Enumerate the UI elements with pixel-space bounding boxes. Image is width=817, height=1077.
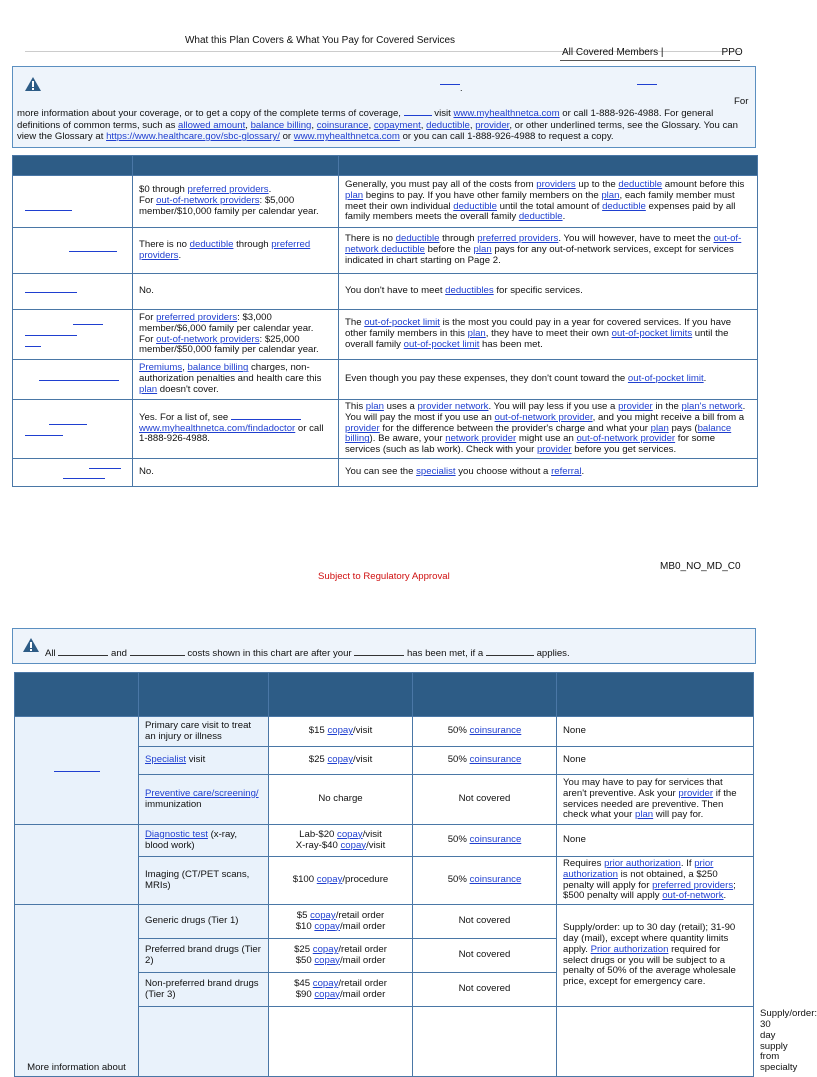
notice2-blank-1 xyxy=(58,655,108,656)
answer-cell xyxy=(133,228,339,274)
glossary-term-link[interactable]: Premiums xyxy=(139,362,183,374)
plan-website-link[interactable]: www.myhealthnetca.com xyxy=(453,108,560,119)
glossary-term-link[interactable]: coinsurance xyxy=(469,874,522,886)
text-fragment: : $5,000 member/$10,000 family per calendar year. xyxy=(139,195,319,217)
answer-cell xyxy=(133,360,339,400)
question-term-blank xyxy=(69,251,117,252)
text-fragment: . xyxy=(703,373,707,385)
network-cost-cell xyxy=(269,717,413,747)
text-fragment: until the overall family xyxy=(345,328,729,350)
question-term-blank xyxy=(25,292,77,293)
notice2-t2: and xyxy=(111,648,128,659)
glossary-term-link[interactable]: out-of-network providers xyxy=(156,333,260,345)
limitations-cell xyxy=(557,775,754,825)
glossary-term-link[interactable]: copay xyxy=(314,920,340,932)
glossary-term-link[interactable]: providers xyxy=(536,178,576,190)
question-term-blank xyxy=(73,324,103,325)
glossary-term-link[interactable]: out-of-pocket limits xyxy=(611,328,693,340)
text-fragment: pays for any xyxy=(491,244,550,256)
text-fragment: Requires xyxy=(563,858,605,869)
notice2-blank-2 xyxy=(130,655,185,656)
notice-text-3: or call 1-888-926-4988. For general definitions of common terms, such as xyxy=(17,108,714,131)
text-fragment: : $25,000 member/$50,000 family per calendar year. xyxy=(139,333,319,356)
notice-blank-3 xyxy=(404,115,432,116)
glossary-term-link[interactable]: plan xyxy=(473,244,492,256)
plan-website-link-2[interactable]: www.myhealthnetca.com xyxy=(293,131,400,142)
glossary-term-link[interactable]: out-of-network provider xyxy=(576,433,676,445)
question-term-blank xyxy=(54,771,100,772)
comma-4: , xyxy=(420,119,424,131)
glossary-term-link[interactable]: out-of-network deductible xyxy=(345,233,742,256)
text-fragment: 50% xyxy=(447,834,470,846)
glossary-provider-link[interactable]: provider xyxy=(475,119,510,131)
text-fragment: . xyxy=(562,211,566,223)
glossary-term-link[interactable]: plan xyxy=(365,401,384,412)
glossary-term-link[interactable]: provider xyxy=(618,401,653,412)
text-fragment: For xyxy=(139,195,157,207)
glossary-term-link[interactable]: preferred providers xyxy=(139,238,311,261)
glossary-term-link[interactable]: out-of-network providers xyxy=(156,195,260,207)
important-questions-table xyxy=(12,155,758,487)
text-fragment: Generally, you must pay all of the costs from xyxy=(345,178,537,190)
text-fragment: amount before this xyxy=(662,178,745,190)
text-fragment: doesn't cover. xyxy=(157,383,219,395)
glossary-term-link[interactable]: plan xyxy=(635,809,654,821)
text-fragment: You can see the xyxy=(345,466,417,478)
notice2-t3: costs shown in this chart are after your xyxy=(187,648,352,659)
more-info-text: More information about xyxy=(27,1062,126,1074)
text-fragment: Even though you pay these expenses, they don't count toward the xyxy=(345,373,628,385)
glossary-term-link[interactable]: deductible xyxy=(618,178,663,190)
notice-for: For xyxy=(734,96,749,107)
glossary-term-link[interactable]: preferred providers xyxy=(156,311,238,323)
out-of-network-cost-cell xyxy=(413,857,557,905)
network-cost-cell xyxy=(269,747,413,775)
network-cost-cell: No charge xyxy=(269,775,413,825)
out-of-network-cost-cell: Not covered xyxy=(413,973,557,1007)
text-fragment: /mail order xyxy=(339,988,386,1000)
notice2-t4: has been met, if a xyxy=(406,648,484,659)
service-cell: Imaging (CT/PET scans, MRIs) xyxy=(139,857,269,905)
glossary-term-link[interactable]: provider xyxy=(345,422,380,434)
table-row xyxy=(13,176,758,228)
text-fragment: visit xyxy=(186,754,206,766)
glossary-term-link[interactable]: Prior authorization xyxy=(590,943,669,955)
page-title: What this Plan Covers & What You Pay for Covered Services xyxy=(184,35,456,46)
document-code: MB0_NO_MD_C0 xyxy=(660,561,741,572)
glossary-term-link[interactable]: Preventive care/screening/ xyxy=(145,787,259,799)
why-this-matters-cell xyxy=(339,228,758,274)
glossary-term-link[interactable]: prior authorization xyxy=(604,858,681,869)
glossary-term-link[interactable]: Specialist xyxy=(145,754,187,766)
text-fragment: , see xyxy=(207,411,229,423)
question-cell xyxy=(13,458,133,486)
text-fragment: . xyxy=(268,184,272,196)
notice-or: or xyxy=(282,131,292,142)
table-row xyxy=(13,360,758,400)
notice2-t1: All xyxy=(45,648,56,659)
text-fragment: is the most you could pay in a year for covered services. If you have other family members in this xyxy=(345,317,732,340)
text-fragment: 50% xyxy=(447,725,470,737)
network-cost-cell xyxy=(269,939,413,973)
table-row xyxy=(13,310,758,360)
text-fragment: . xyxy=(723,890,727,902)
text-fragment: ). Be aware, your xyxy=(369,433,446,445)
question-cell xyxy=(13,228,133,274)
text-fragment: 50% xyxy=(447,754,470,766)
text-fragment: You may have to pay for services that aren't preventive. Ask your xyxy=(563,776,723,799)
network-cost-cell xyxy=(269,905,413,939)
glossary-term-link[interactable]: out-of-network provider xyxy=(494,411,593,423)
table-row xyxy=(15,717,754,747)
limitations-cell: None xyxy=(557,747,754,775)
service-cell: Primary care visit to treat an injury or illness xyxy=(139,717,269,747)
glossary-term-link[interactable]: prior authorization xyxy=(563,858,714,880)
out-of-network-cost-cell: Not covered xyxy=(413,905,557,939)
services-cost-table xyxy=(14,672,817,1077)
why-this-matters-cell xyxy=(339,176,758,228)
glossary-term-link[interactable]: copay xyxy=(337,828,363,840)
text-fragment: will pay for. xyxy=(653,809,704,821)
glossary-term-link[interactable]: plan xyxy=(601,189,620,201)
glossary-healthcare-gov-link[interactable]: https://www.healthcare.gov/sbc-glossary/ xyxy=(106,131,280,142)
col-header-why xyxy=(339,156,758,176)
glossary-term-link[interactable]: provider xyxy=(678,787,714,799)
glossary-term-link[interactable]: copay xyxy=(312,977,339,989)
glossary-term-link[interactable]: copay xyxy=(314,954,340,966)
service-cell: Generic drugs (Tier 1) xyxy=(139,905,269,939)
col-header-network xyxy=(269,673,413,717)
text-fragment: : $3,000 member/$6,000 family per calendar year. xyxy=(139,311,314,334)
drug-limitations-cell xyxy=(557,905,754,1007)
warning-icon-2 xyxy=(22,637,40,653)
glossary-term-link[interactable]: plan xyxy=(139,383,158,395)
text-fragment: , xyxy=(182,362,188,374)
glossary-copayment-link[interactable]: copayment xyxy=(373,119,421,131)
text-fragment: pays ( xyxy=(668,422,698,434)
glossary-term-link[interactable]: copay xyxy=(340,839,367,851)
text-fragment: . You will however, have to meet the xyxy=(558,233,714,245)
network-cost-cell xyxy=(269,857,413,905)
why-this-matters-cell xyxy=(339,458,758,486)
question-term-blank xyxy=(89,468,121,469)
question-term-blank xyxy=(231,419,301,420)
text-fragment: X-ray-$40 xyxy=(295,839,341,851)
text-fragment: immunization xyxy=(145,798,202,810)
table-row xyxy=(13,458,758,486)
text-fragment: $100 xyxy=(292,874,317,886)
text-fragment: or call 1-888-926-4988. xyxy=(139,422,324,445)
glossary-term-link[interactable]: copay xyxy=(310,909,336,921)
plan-type: PPO xyxy=(721,47,743,58)
text-fragment: For xyxy=(139,311,157,323)
empty-cell xyxy=(269,1007,413,1077)
answer-cell: No. xyxy=(133,274,339,310)
answer-cell xyxy=(133,400,339,459)
col-header-limitations xyxy=(557,673,754,717)
text-fragment: /mail order xyxy=(339,920,386,932)
glossary-term-link[interactable]: deductible xyxy=(602,200,646,212)
comma-5: , xyxy=(469,119,473,131)
question-term-blank xyxy=(39,380,119,381)
text-fragment: in the xyxy=(652,401,682,412)
text-fragment: . You will pay less if you use a xyxy=(488,401,619,412)
text-fragment: $10 xyxy=(295,920,315,932)
glossary-term-link[interactable]: plan's network xyxy=(681,401,743,412)
table-row xyxy=(13,400,758,459)
text-fragment: ; $500 penalty will apply xyxy=(563,879,736,902)
table-row: Supply/order: 30 day supply from specialty xyxy=(15,1007,754,1077)
answer-cell: No. xyxy=(133,458,339,486)
table-row xyxy=(15,905,754,939)
glossary-term-link[interactable]: www.myhealthnetca.com/findadoctor xyxy=(139,422,296,434)
out-of-network-cost-cell xyxy=(413,747,557,775)
regulatory-approval-note: Subject to Regulatory Approval xyxy=(318,571,450,582)
col-header-out-of-network xyxy=(413,673,557,717)
out-of-network-cost-cell xyxy=(413,825,557,857)
text-fragment: , each family member must meet their own individual xyxy=(345,189,735,212)
glossary-term-link[interactable]: deductibles xyxy=(445,285,494,297)
text-fragment: before you get services. xyxy=(571,444,677,456)
medical-event-cell xyxy=(15,825,139,905)
notice-body xyxy=(17,108,739,143)
text-fragment: might use an xyxy=(516,433,577,445)
limitations-cell: None xyxy=(557,825,754,857)
glossary-term-link[interactable]: preferred providers xyxy=(652,879,734,891)
glossary-term-link[interactable]: copay xyxy=(312,943,339,955)
glossary-term-link[interactable]: coinsurance xyxy=(469,754,522,766)
glossary-term-link[interactable]: provider network xyxy=(417,401,489,412)
col-header-medical-event xyxy=(15,673,139,717)
text-fragment: You don't have to meet xyxy=(345,285,446,297)
glossary-allowed-amount-link[interactable]: allowed amount xyxy=(178,119,246,131)
empty-cell xyxy=(139,1007,269,1077)
answer-cell xyxy=(133,176,339,228)
comma-3: , xyxy=(368,119,372,131)
question-term-blank xyxy=(25,435,63,436)
text-fragment: /procedure xyxy=(342,874,389,886)
text-fragment: /retail order xyxy=(338,943,387,955)
text-fragment: . xyxy=(178,249,182,261)
question-term-blank xyxy=(25,346,41,347)
text-fragment: for some services (such as lab work). Check with your xyxy=(345,433,716,456)
glossary-term-link[interactable]: copay xyxy=(316,874,343,886)
text-fragment: before the xyxy=(425,244,474,256)
text-fragment: $5 xyxy=(296,909,311,921)
table-row xyxy=(15,825,754,857)
text-fragment: . If xyxy=(680,858,695,869)
notice-dot: . xyxy=(460,83,463,93)
question-cell xyxy=(13,274,133,310)
question-cell xyxy=(13,360,133,400)
text-fragment: $45 xyxy=(294,977,313,989)
text-fragment: $25 xyxy=(308,754,328,766)
service-cell: Preferred brand drugs (Tier 2) xyxy=(139,939,269,973)
notice-text-4: , or other underlined terms, see the Glossary. You can view the Glossary at xyxy=(17,119,738,142)
medical-event-cell xyxy=(15,717,139,825)
text-fragment: /visit xyxy=(353,725,373,737)
why-this-matters-cell xyxy=(339,400,758,459)
text-fragment: until the total amount of xyxy=(497,200,603,212)
glossary-term-link[interactable]: Diagnostic test xyxy=(145,828,208,840)
question-term-blank xyxy=(25,210,72,211)
col-header-answer xyxy=(133,156,339,176)
text-fragment: is not obtained, a $250 penalty will apply for xyxy=(563,868,718,891)
text-fragment: $25 xyxy=(294,943,313,955)
notice-text-5: or you can call 1-888-926-4988 to request a copy. xyxy=(402,131,614,142)
glossary-term-link[interactable]: copay xyxy=(327,754,354,766)
question-cell xyxy=(13,310,133,360)
text-fragment: charges, non-authorization penalties and health care this xyxy=(139,362,322,385)
empty-cell xyxy=(557,1007,754,1077)
text-fragment: There is no xyxy=(139,238,190,250)
comma-1: , xyxy=(245,119,248,131)
medical-event-cell xyxy=(15,905,139,1077)
glossary-term-link[interactable]: out-of-pocket limit xyxy=(364,317,440,329)
notice2-blank-3 xyxy=(354,655,404,656)
glossary-term-link[interactable]: out-of-pocket limit xyxy=(403,338,480,350)
glossary-term-link[interactable]: deductible xyxy=(395,233,440,245)
notice2-t5: applies. xyxy=(536,648,570,659)
text-fragment: /retail order xyxy=(335,909,385,921)
glossary-term-link[interactable]: provider xyxy=(536,444,572,456)
service-cell xyxy=(139,747,269,775)
glossary-term-link[interactable]: copay xyxy=(327,725,354,737)
col-header-services xyxy=(139,673,269,717)
text-fragment: , and you might receive a bill from a xyxy=(592,411,745,423)
glossary-balance-billing-link[interactable]: balance billing xyxy=(250,119,312,131)
text-fragment: if the services needed are preventive. Then check what your xyxy=(563,787,737,821)
glossary-term-link[interactable]: plan xyxy=(345,189,364,201)
glossary-term-link[interactable]: network provider xyxy=(445,433,517,445)
text-fragment: The xyxy=(345,317,365,329)
table-row xyxy=(13,228,758,274)
text-fragment: Lab-$20 xyxy=(299,828,338,840)
glossary-term-link[interactable]: copay xyxy=(314,988,340,1000)
glossary-term-link[interactable]: balance billing xyxy=(345,422,732,445)
members-label xyxy=(562,47,743,58)
answer-cell xyxy=(133,310,339,360)
text-fragment: you choose without a xyxy=(455,466,552,478)
why-this-matters-cell xyxy=(339,310,758,360)
glossary-term-link[interactable]: specialist xyxy=(416,466,456,478)
costs-notice-text xyxy=(45,648,570,659)
glossary-term-link[interactable]: plan xyxy=(467,328,486,340)
text-fragment: required for select drugs or you will be subject to a penalty of 50% of the average wholesale price, except for emergency care. xyxy=(563,943,736,988)
question-cell xyxy=(13,176,133,228)
question-term-blank xyxy=(63,478,105,479)
warning-icon xyxy=(24,76,42,92)
glossary-term-link[interactable]: out-of-network xyxy=(662,890,724,902)
text-fragment: This xyxy=(345,401,366,412)
members-text: All Covered Members | xyxy=(562,47,664,58)
text-fragment: $15 xyxy=(308,725,328,737)
text-fragment: Yes. For a list of xyxy=(139,411,208,423)
text-fragment: /visit xyxy=(353,754,373,766)
question-term-blank xyxy=(25,335,77,336)
text-fragment: has been met. xyxy=(479,338,543,350)
notice-blank-1 xyxy=(440,84,460,85)
glossary-term-link[interactable]: referral xyxy=(551,466,582,478)
text-fragment: /mail order xyxy=(339,954,386,966)
text-fragment: expenses paid by all family members meets the overall family xyxy=(345,200,736,223)
glossary-term-link[interactable]: out-of-pocket limit xyxy=(627,373,704,385)
comma-2: , xyxy=(311,119,315,131)
service-cell: Non-preferred brand drugs (Tier 3) xyxy=(139,973,269,1007)
text-fragment: /visit xyxy=(366,839,386,851)
text-fragment: Supply/order: up to 30 day (retail); 31-90 day (mail), except where quantity limits apply. xyxy=(563,922,736,955)
text-fragment: . You will pay the most if you use an xyxy=(345,401,746,423)
service-cell xyxy=(139,775,269,825)
notice2-blank-4 xyxy=(486,655,534,656)
text-fragment: (x-ray, blood work) xyxy=(145,828,238,851)
limitations-cell xyxy=(557,857,754,905)
col-header-question xyxy=(13,156,133,176)
notice-text-2: visit xyxy=(434,108,451,119)
text-fragment: , they have to meet their own xyxy=(485,328,612,340)
text-fragment: for specific services. xyxy=(493,285,583,297)
text-fragment: There is no xyxy=(345,233,396,245)
question-term-blank xyxy=(49,424,87,425)
text-fragment: uses a xyxy=(383,401,418,412)
text-fragment: For xyxy=(139,333,157,345)
glossary-term-link[interactable]: balance billing xyxy=(187,362,249,374)
text-fragment: out-of-network xyxy=(549,244,611,256)
text-fragment: for the difference between the provider's charge and what your xyxy=(379,422,651,434)
question-cell xyxy=(13,400,133,459)
glossary-term-link[interactable]: preferred providers xyxy=(187,184,269,196)
notice-text-1: more information about your coverage, or to get a copy of the complete terms of coverage, xyxy=(17,108,401,119)
glossary-term-link[interactable]: coinsurance xyxy=(469,725,522,737)
table-row xyxy=(13,274,758,310)
why-this-matters-cell xyxy=(339,360,758,400)
glossary-term-link[interactable]: plan xyxy=(650,422,669,434)
text-fragment: /visit xyxy=(362,828,382,840)
service-cell xyxy=(139,825,269,857)
text-fragment: /retail order xyxy=(338,977,387,989)
limitations-cell: None xyxy=(557,717,754,747)
text-fragment: begins to pay. If you have other family members on the xyxy=(363,189,602,201)
text-fragment: 50% xyxy=(447,874,470,886)
text-fragment: . xyxy=(581,466,585,478)
network-cost-cell xyxy=(269,825,413,857)
glossary-term-link[interactable]: deductible xyxy=(189,238,234,250)
network-cost-cell xyxy=(269,973,413,1007)
text-fragment: $50 xyxy=(295,954,315,966)
header-divider-2 xyxy=(560,60,740,61)
text-fragment: $90 xyxy=(295,988,315,1000)
glossary-coinsurance-link[interactable]: coinsurance xyxy=(316,119,369,131)
text-fragment: through xyxy=(233,238,272,250)
glossary-term-link[interactable]: deductible xyxy=(518,211,563,223)
why-this-matters-cell xyxy=(339,274,758,310)
glossary-term-link[interactable]: preferred providers xyxy=(477,233,559,245)
empty-cell xyxy=(413,1007,557,1077)
text-fragment: up to the xyxy=(575,178,619,190)
glossary-deductible-link[interactable]: deductible xyxy=(426,119,470,131)
glossary-term-link[interactable]: deductible xyxy=(453,200,498,212)
glossary-term-link[interactable]: coinsurance xyxy=(469,834,522,846)
out-of-network-cost-cell: Not covered xyxy=(413,939,557,973)
text-fragment: services, except for services indicated in chart starting on Page 2. xyxy=(345,244,734,266)
text-fragment: through xyxy=(439,233,478,245)
notice-blank-2 xyxy=(637,84,657,85)
out-of-network-cost-cell xyxy=(413,717,557,747)
out-of-network-cost-cell: Not covered xyxy=(413,775,557,825)
text-fragment: $0 through xyxy=(139,184,188,196)
